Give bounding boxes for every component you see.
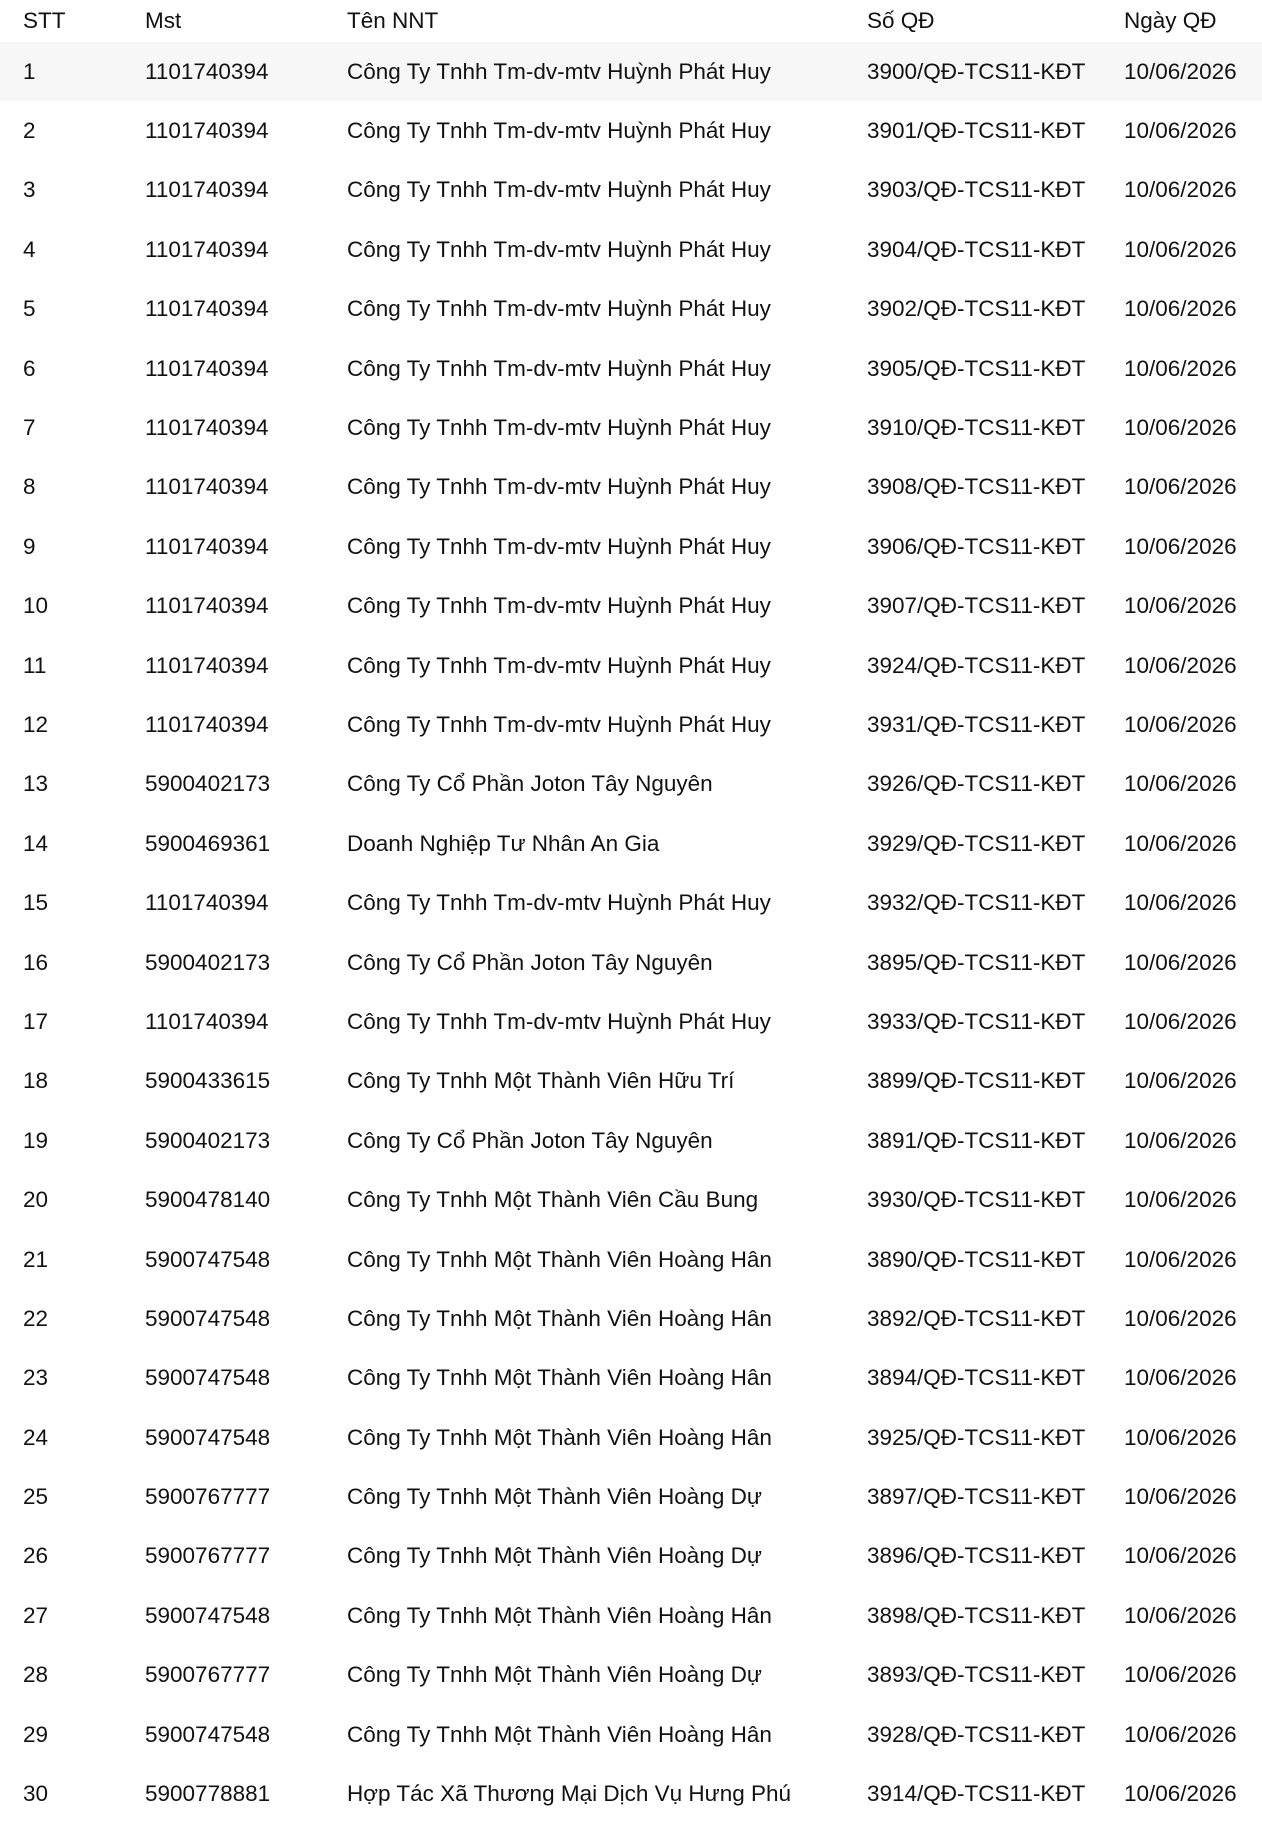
row-taxpayer-name: Công Ty Cổ Phần Joton Tây Nguyên bbox=[347, 771, 713, 797]
row-taxpayer-name: Công Ty Cổ Phần Joton Tây Nguyên bbox=[347, 949, 713, 975]
row-stt: 9 bbox=[23, 533, 36, 559]
row-decision-date: 10/06/2026 bbox=[1124, 1305, 1237, 1331]
row-decision-number: 3901/QĐ-TCS11-KĐT bbox=[867, 118, 1086, 144]
table-row[interactable] bbox=[0, 814, 1262, 873]
row-stt: 8 bbox=[23, 474, 36, 500]
row-taxpayer-name: Công Ty Tnhh Một Thành Viên Hoàng Hân bbox=[347, 1721, 772, 1747]
row-taxpayer-name: Công Ty Tnhh Tm-dv-mtv Huỳnh Phát Huy bbox=[347, 593, 771, 619]
header-row bbox=[0, 0, 1262, 42]
row-taxpayer-name: Công Ty Tnhh Một Thành Viên Hoàng Hân bbox=[347, 1305, 772, 1331]
row-stt: 1 bbox=[0, 42, 122, 101]
row-mst: 5900747548 bbox=[145, 1424, 271, 1450]
row-mst: 1101740394 bbox=[145, 415, 269, 441]
table-header bbox=[0, 0, 1262, 42]
row-taxpayer-name: Công Ty Tnhh Tm-dv-mtv Huỳnh Phát Huy bbox=[347, 652, 771, 678]
table-row[interactable] bbox=[0, 636, 1262, 695]
row-decision-date: 10/06/2026 bbox=[1124, 1484, 1237, 1510]
row-decision-date: 10/06/2026 bbox=[1124, 593, 1237, 619]
table-row[interactable] bbox=[0, 42, 1262, 101]
row-stt: 15 bbox=[23, 890, 49, 916]
row-mst: 1101740394 bbox=[145, 711, 269, 737]
row-decision-number: 3914/QĐ-TCS11-KĐT bbox=[867, 1781, 1086, 1807]
table-row[interactable] bbox=[0, 458, 1262, 517]
row-taxpayer-name: Công Ty Tnhh Tm-dv-mtv Huỳnh Phát Huy bbox=[347, 355, 771, 381]
row-taxpayer-name: Công Ty Tnhh Một Thành Viên Hữu Trí bbox=[347, 1068, 735, 1094]
row-decision-number: 3893/QĐ-TCS11-KĐT bbox=[867, 1662, 1086, 1688]
row-taxpayer-name: Công Ty Tnhh Tm-dv-mtv Huỳnh Phát Huy bbox=[347, 890, 771, 916]
row-stt: 25 bbox=[23, 1484, 49, 1510]
row-decision-number: 3924/QĐ-TCS11-KĐT bbox=[867, 652, 1086, 678]
row-decision-number: 3897/QĐ-TCS11-KĐT bbox=[867, 1484, 1086, 1510]
row-taxpayer-name: Công Ty Tnhh Một Thành Viên Hoàng Hân bbox=[347, 1602, 772, 1628]
row-taxpayer-name: Doanh Nghiệp Tư Nhân An Gia bbox=[347, 830, 660, 856]
row-decision-date: 10/06/2026 bbox=[1124, 1602, 1237, 1628]
row-taxpayer-name: Công Ty Tnhh Tm-dv-mtv Huỳnh Phát Huy bbox=[347, 474, 771, 500]
row-stt: 18 bbox=[23, 1068, 49, 1094]
row-stt: 11 bbox=[23, 652, 47, 678]
row-decision-date: 10/06/2026 bbox=[1101, 42, 1262, 101]
row-decision-date: 10/06/2026 bbox=[1124, 771, 1237, 797]
table-row[interactable] bbox=[0, 161, 1262, 220]
row-decision-date: 10/06/2026 bbox=[1124, 949, 1237, 975]
row-stt: 23 bbox=[23, 1365, 49, 1391]
row-decision-number: 3908/QĐ-TCS11-KĐT bbox=[867, 474, 1086, 500]
row-decision-number: 3892/QĐ-TCS11-KĐT bbox=[867, 1305, 1086, 1331]
row-decision-date: 10/06/2026 bbox=[1124, 177, 1237, 203]
header-mst[interactable]: Mst bbox=[145, 8, 182, 33]
row-decision-date: 10/06/2026 bbox=[1124, 474, 1237, 500]
row-decision-date: 10/06/2026 bbox=[1124, 1127, 1237, 1153]
row-mst: 5900778881 bbox=[145, 1781, 271, 1807]
table-row[interactable] bbox=[0, 398, 1262, 457]
row-stt: 20 bbox=[23, 1187, 49, 1213]
row-taxpayer-name: Công Ty Tnhh Tm-dv-mtv Huỳnh Phát Huy bbox=[324, 42, 844, 101]
row-decision-number: 3891/QĐ-TCS11-KĐT bbox=[867, 1127, 1086, 1153]
table-row[interactable] bbox=[0, 1527, 1262, 1586]
row-mst: 1101740394 bbox=[145, 474, 269, 500]
row-decision-number: 3900/QĐ-TCS11-KĐT bbox=[844, 42, 1101, 101]
row-mst: 5900747548 bbox=[145, 1721, 271, 1747]
row-mst: 1101740394 bbox=[145, 1008, 269, 1034]
row-decision-number: 3933/QĐ-TCS11-KĐT bbox=[867, 1008, 1086, 1034]
row-mst: 1101740394 bbox=[145, 118, 269, 144]
table-row[interactable] bbox=[0, 577, 1262, 636]
row-decision-date: 10/06/2026 bbox=[1124, 890, 1237, 916]
table-row[interactable] bbox=[0, 1111, 1262, 1170]
row-taxpayer-name: Công Ty Tnhh Một Thành Viên Hoàng Dự bbox=[347, 1543, 762, 1569]
row-decision-date: 10/06/2026 bbox=[1124, 711, 1237, 737]
row-decision-date: 10/06/2026 bbox=[1124, 1424, 1237, 1450]
row-stt: 28 bbox=[23, 1662, 49, 1688]
row-decision-number: 3904/QĐ-TCS11-KĐT bbox=[867, 236, 1086, 262]
row-taxpayer-name: Công Ty Tnhh Tm-dv-mtv Huỳnh Phát Huy bbox=[347, 177, 771, 203]
row-taxpayer-name: Công Ty Tnhh Tm-dv-mtv Huỳnh Phát Huy bbox=[347, 1008, 771, 1034]
header-decision-number[interactable]: Số QĐ bbox=[867, 8, 935, 33]
row-decision-date: 10/06/2026 bbox=[1124, 1187, 1237, 1213]
row-stt: 29 bbox=[23, 1721, 49, 1747]
table-row[interactable] bbox=[0, 1467, 1262, 1526]
row-taxpayer-name: Công Ty Tnhh Một Thành Viên Hoàng Dự bbox=[347, 1662, 762, 1688]
table-row[interactable] bbox=[0, 1408, 1262, 1467]
row-decision-date: 10/06/2026 bbox=[1124, 1246, 1237, 1272]
row-decision-number: 3895/QĐ-TCS11-KĐT bbox=[867, 949, 1086, 975]
table-row[interactable] bbox=[0, 101, 1262, 160]
row-decision-number: 3905/QĐ-TCS11-KĐT bbox=[867, 355, 1086, 381]
row-mst: 5900747548 bbox=[145, 1365, 271, 1391]
row-mst: 1101740394 bbox=[145, 652, 269, 678]
row-stt: 22 bbox=[23, 1305, 49, 1331]
table-row[interactable] bbox=[0, 1230, 1262, 1289]
table-row[interactable] bbox=[0, 339, 1262, 398]
row-mst: 5900402173 bbox=[145, 771, 271, 797]
row-taxpayer-name: Công Ty Tnhh Một Thành Viên Hoàng Hân bbox=[347, 1365, 772, 1391]
row-stt: 5 bbox=[23, 296, 36, 322]
header-stt[interactable]: STT bbox=[23, 8, 66, 33]
table-row[interactable] bbox=[0, 873, 1262, 932]
row-stt: 21 bbox=[23, 1246, 49, 1272]
row-taxpayer-name: Công Ty Tnhh Tm-dv-mtv Huỳnh Phát Huy bbox=[347, 415, 771, 441]
row-taxpayer-name: Công Ty Tnhh Tm-dv-mtv Huỳnh Phát Huy bbox=[347, 296, 771, 322]
row-stt: 30 bbox=[23, 1781, 49, 1807]
row-decision-number: 3926/QĐ-TCS11-KĐT bbox=[867, 771, 1086, 797]
row-stt: 16 bbox=[23, 949, 49, 975]
row-taxpayer-name: Công Ty Tnhh Tm-dv-mtv Huỳnh Phát Huy bbox=[347, 118, 771, 144]
row-stt: 17 bbox=[23, 1008, 49, 1034]
table-row[interactable] bbox=[0, 695, 1262, 754]
row-mst: 1101740394 bbox=[145, 296, 269, 322]
table-row[interactable] bbox=[0, 1349, 1262, 1408]
row-decision-number: 3896/QĐ-TCS11-KĐT bbox=[867, 1543, 1086, 1569]
row-decision-number: 3928/QĐ-TCS11-KĐT bbox=[867, 1721, 1086, 1747]
row-mst: 1101740394 bbox=[145, 177, 269, 203]
table-row[interactable] bbox=[0, 1764, 1262, 1823]
row-taxpayer-name: Công Ty Tnhh Một Thành Viên Hoàng Hân bbox=[347, 1246, 772, 1272]
row-stt: 4 bbox=[23, 236, 36, 262]
row-stt: 6 bbox=[23, 355, 36, 381]
row-decision-number: 3910/QĐ-TCS11-KĐT bbox=[867, 415, 1086, 441]
row-mst: 5900747548 bbox=[145, 1246, 271, 1272]
row-decision-number: 3902/QĐ-TCS11-KĐT bbox=[867, 296, 1086, 322]
row-taxpayer-name: Công Ty Tnhh Một Thành Viên Hoàng Dự bbox=[347, 1484, 762, 1510]
row-stt: 10 bbox=[23, 593, 49, 619]
row-decision-number: 3932/QĐ-TCS11-KĐT bbox=[867, 890, 1086, 916]
row-taxpayer-name: Công Ty Tnhh Tm-dv-mtv Huỳnh Phát Huy bbox=[347, 711, 771, 737]
row-stt: 7 bbox=[23, 415, 36, 441]
row-decision-date: 10/06/2026 bbox=[1124, 355, 1237, 381]
table-body bbox=[0, 42, 1262, 1824]
row-mst: 5900433615 bbox=[145, 1068, 271, 1094]
row-mst: 5900767777 bbox=[145, 1543, 271, 1569]
table-row[interactable] bbox=[0, 933, 1262, 992]
row-taxpayer-name: Công Ty Tnhh Tm-dv-mtv Huỳnh Phát Huy bbox=[347, 533, 771, 559]
row-decision-number: 3899/QĐ-TCS11-KĐT bbox=[867, 1068, 1086, 1094]
row-mst: 5900469361 bbox=[145, 830, 271, 856]
row-decision-date: 10/06/2026 bbox=[1124, 1068, 1237, 1094]
row-mst: 5900478140 bbox=[145, 1187, 271, 1213]
row-taxpayer-name: Hợp Tác Xã Thương Mại Dịch Vụ Hưng Phú bbox=[347, 1781, 792, 1807]
row-mst: 5900747548 bbox=[145, 1305, 271, 1331]
row-stt: 26 bbox=[23, 1543, 49, 1569]
row-decision-date: 10/06/2026 bbox=[1124, 415, 1237, 441]
row-decision-number: 3929/QĐ-TCS11-KĐT bbox=[867, 830, 1086, 856]
row-taxpayer-name: Công Ty Tnhh Tm-dv-mtv Huỳnh Phát Huy bbox=[347, 236, 771, 262]
table-row[interactable] bbox=[0, 1052, 1262, 1111]
row-decision-date: 10/06/2026 bbox=[1124, 118, 1237, 144]
row-decision-number: 3903/QĐ-TCS11-KĐT bbox=[867, 177, 1086, 203]
table-row[interactable] bbox=[0, 1586, 1262, 1645]
row-taxpayer-name: Công Ty Tnhh Một Thành Viên Cầu Bung bbox=[347, 1187, 759, 1213]
row-stt: 3 bbox=[23, 177, 36, 203]
row-stt: 19 bbox=[23, 1127, 49, 1153]
row-stt: 14 bbox=[23, 830, 49, 856]
table-row[interactable] bbox=[0, 1289, 1262, 1348]
row-mst: 1101740394 bbox=[145, 593, 269, 619]
row-mst: 1101740394 bbox=[122, 42, 324, 101]
row-taxpayer-name: Công Ty Tnhh Một Thành Viên Hoàng Hân bbox=[347, 1424, 772, 1450]
row-decision-number: 3906/QĐ-TCS11-KĐT bbox=[867, 533, 1086, 559]
table-row[interactable] bbox=[0, 755, 1262, 814]
table-row[interactable] bbox=[0, 517, 1262, 576]
row-decision-number: 3898/QĐ-TCS11-KĐT bbox=[867, 1602, 1086, 1628]
row-decision-date: 10/06/2026 bbox=[1124, 533, 1237, 559]
row-decision-date: 10/06/2026 bbox=[1124, 1365, 1237, 1391]
header-taxpayer-name[interactable]: Tên NNT bbox=[347, 8, 439, 33]
row-decision-number: 3894/QĐ-TCS11-KĐT bbox=[867, 1365, 1086, 1391]
table-row[interactable] bbox=[0, 1705, 1262, 1764]
row-mst: 5900767777 bbox=[145, 1662, 271, 1688]
row-mst: 1101740394 bbox=[145, 236, 269, 262]
row-decision-number: 3925/QĐ-TCS11-KĐT bbox=[867, 1424, 1086, 1450]
row-mst: 1101740394 bbox=[145, 890, 269, 916]
table-row[interactable] bbox=[0, 220, 1262, 279]
row-mst: 5900767777 bbox=[145, 1484, 271, 1510]
row-decision-date: 10/06/2026 bbox=[1124, 652, 1237, 678]
table-row[interactable] bbox=[0, 1646, 1262, 1705]
header-decision-date[interactable]: Ngày QĐ bbox=[1124, 8, 1217, 33]
row-mst: 5900402173 bbox=[145, 949, 271, 975]
row-decision-date: 10/06/2026 bbox=[1124, 1008, 1237, 1034]
row-decision-date: 10/06/2026 bbox=[1124, 1543, 1237, 1569]
row-decision-date: 10/06/2026 bbox=[1124, 1721, 1237, 1747]
row-mst: 1101740394 bbox=[145, 533, 269, 559]
row-stt: 2 bbox=[23, 118, 36, 144]
row-decision-date: 10/06/2026 bbox=[1124, 830, 1237, 856]
row-decision-number: 3930/QĐ-TCS11-KĐT bbox=[867, 1187, 1086, 1213]
row-decision-date: 10/06/2026 bbox=[1124, 1781, 1237, 1807]
row-decision-number: 3907/QĐ-TCS11-KĐT bbox=[867, 593, 1086, 619]
table-row[interactable] bbox=[0, 992, 1262, 1051]
row-decision-date: 10/06/2026 bbox=[1124, 236, 1237, 262]
row-stt: 27 bbox=[23, 1602, 49, 1628]
row-stt: 24 bbox=[23, 1424, 49, 1450]
table-row[interactable] bbox=[0, 280, 1262, 339]
row-mst: 5900747548 bbox=[145, 1602, 271, 1628]
row-mst: 5900402173 bbox=[145, 1127, 271, 1153]
row-stt: 13 bbox=[23, 771, 49, 797]
row-decision-date: 10/06/2026 bbox=[1124, 1662, 1237, 1688]
row-decision-date: 10/06/2026 bbox=[1124, 296, 1237, 322]
row-mst: 1101740394 bbox=[145, 355, 269, 381]
row-stt: 12 bbox=[23, 711, 49, 737]
row-decision-number: 3931/QĐ-TCS11-KĐT bbox=[867, 711, 1086, 737]
row-taxpayer-name: Công Ty Cổ Phần Joton Tây Nguyên bbox=[347, 1127, 713, 1153]
row-decision-number: 3890/QĐ-TCS11-KĐT bbox=[867, 1246, 1086, 1272]
table-row[interactable] bbox=[0, 1170, 1262, 1229]
